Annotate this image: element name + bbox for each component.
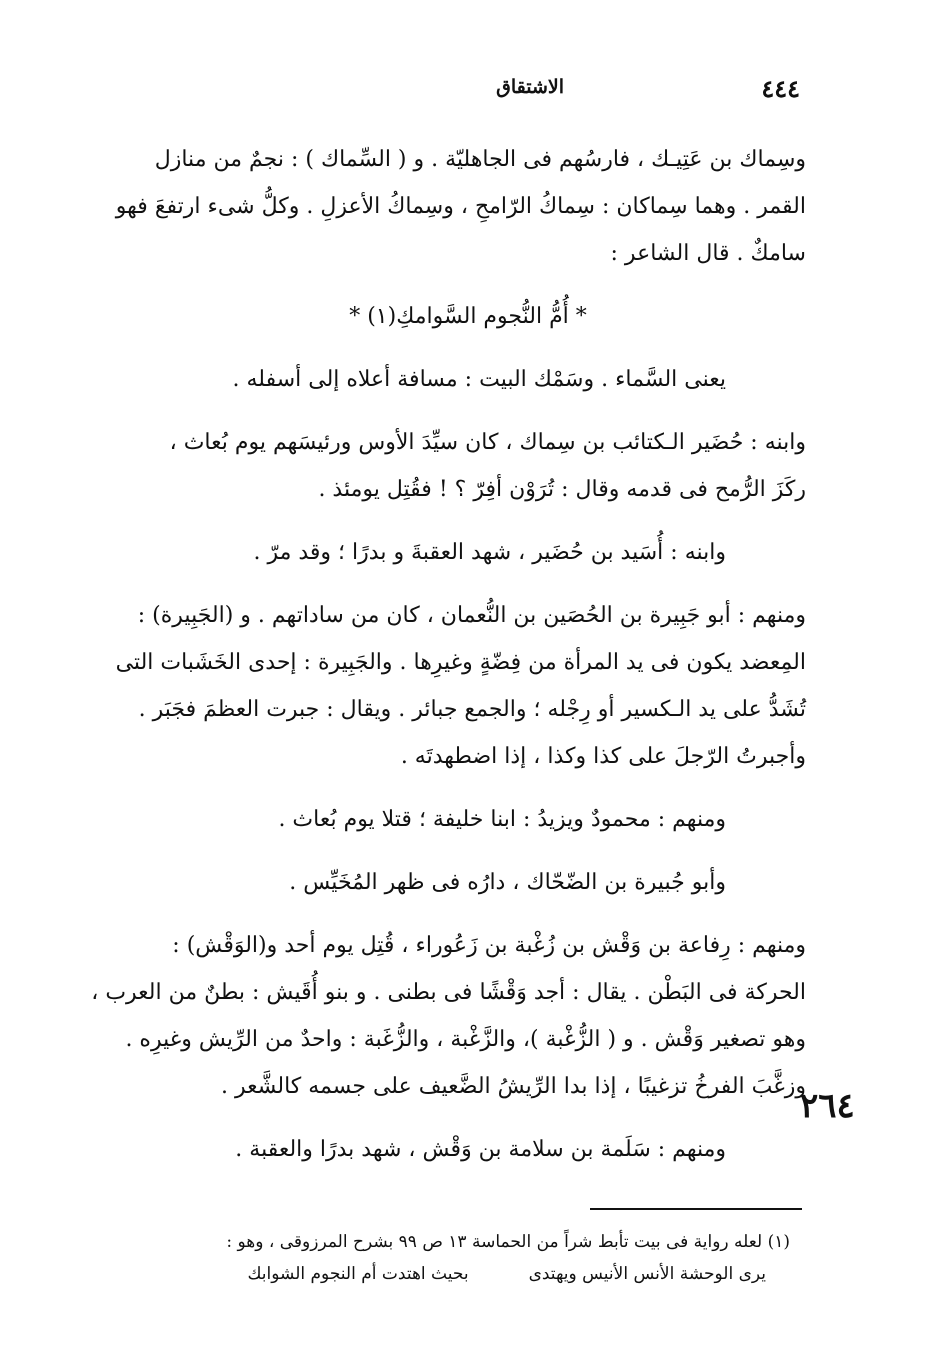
text-line: المِعضد يكون فى يد المرأة من فِضّةٍ وغيرِها . والجَبِيرة : إحدى الخَشَبات التى — [115, 650, 806, 675]
verse-second-hemistich: بحيث اهتدت أم النجوم الشوابك — [247, 1264, 469, 1284]
main-text — [91, 136, 806, 1173]
text-line: وزغَّبَ الفرخُ تزغيبًا ، إذا بدا الرِّيشُ الضَّعيف على جسمه كالشَّعر . — [221, 1074, 806, 1099]
text-line: القمر . وهما سِماكان : سِماكُ الرّامحِ ، وسِماكُ الأعزلِ . وكلُّ شىء ارتفعَ فهو — [115, 194, 806, 219]
paragraph-salama — [130, 1126, 806, 1173]
text-line: وأبو جُبيرة بن الضّحّاك ، دارُه فى ظهر المُخَيِّس . — [289, 870, 726, 895]
text-line: يعنى السَّماء . وسَمْك البيت : مسافة أعلاه إلى أسفله . — [232, 367, 726, 392]
verse-quote — [130, 293, 806, 340]
text-line: وسِماك بن عَتِيـك ، فارسُهم فى الجاهليّة . و ( السِّماك ) : نجمٌ من منازل — [154, 147, 806, 172]
paragraph-sama — [130, 356, 806, 403]
footnote-text: (١) لعله رواية فى بيت تأبط شراً من الحماسة ١٣ ص ٩٩ بشرح المرزوقى ، وهو : — [226, 1232, 790, 1252]
footnote-verse — [170, 1258, 790, 1290]
paragraph-dahhak — [130, 859, 806, 906]
paragraph-rifaa — [91, 922, 806, 1110]
text-line: سامكٌ . قال الشاعر : — [610, 241, 806, 266]
verse-first-hemistich: يرى الوحشة الأنس الأنيس ويهتدى — [528, 1264, 766, 1284]
text-line: ومنهم : محمودٌ ويزيدُ : ابنا خليفة ؛ قتلا يوم بُعاث . — [278, 807, 726, 832]
text-line: وهو تصغير وَقْش . و ( الزُّغْبة )، والزَّغْبة ، والزُّغَبة : واحدٌ من الرِّيش وغيرِه . — [125, 1027, 806, 1052]
paragraph-hudayr — [130, 419, 806, 513]
text-line: وابنه : حُضَير الـكتائب بن سِماك ، كان سيِّدَ الأوس ورئيسَهم يوم بُعاث ، — [169, 430, 806, 455]
paragraph-jubayra — [115, 592, 806, 780]
page-header — [420, 74, 800, 108]
text-line: وابنه : أُسَيد بن حُضَير ، شهد العقبةَ و بدرًا ؛ وقد مرّ . — [253, 540, 726, 565]
paragraph-mahmud — [130, 796, 806, 843]
text-line: ومنهم : رِفاعة بن وَقْش بن زُغْبة بن زَعُوراء ، قُتِل يوم أحد و(الوَقْش) : — [172, 933, 806, 958]
paragraph-simak — [115, 136, 806, 277]
footnote-divider — [590, 1208, 802, 1210]
text-line: وأجبرتُ الرّجلَ على كذا وكذا ، إذا اضطهدتَه . — [400, 744, 806, 769]
running-title: الاشتقاق — [496, 76, 564, 98]
text-line: ومنهم : سَلَمة بن سلامة بن وَقْش ، شهد بدرًا والعقبة . — [235, 1137, 726, 1162]
text-line: ومنهم : أبو جَبِيرة بن الحُصَين بن النُّعمان ، كان من ساداتهم . و (الجَبِيرة) : — [137, 603, 806, 628]
footnote — [170, 1226, 790, 1290]
text-line: تُشَدُّ على يد الـكسير أو رِجْله ؛ والجمع جبائر . ويقال : جبرت العظمَ فجَبَر . — [138, 697, 806, 722]
text-line: * أُمُّ النُّجوم السَّوامكِ(١) * — [349, 304, 587, 329]
paragraph-usayd — [130, 529, 806, 576]
page-number: ٤٤٤ — [761, 74, 800, 103]
margin-number: ٢٦٤ — [800, 1086, 855, 1126]
text-line: الحركة فى البَطْن . يقال : أجد وَقْشًا فى بطنى . و بنو أُقَيش : بطنٌ من العرب ، — [91, 980, 806, 1005]
text-line: ركَزَ الرُّمح فى قدمه وقال : تُرَوْن أفِرّ ؟ ! فقُتِل يومئذ . — [318, 477, 806, 502]
